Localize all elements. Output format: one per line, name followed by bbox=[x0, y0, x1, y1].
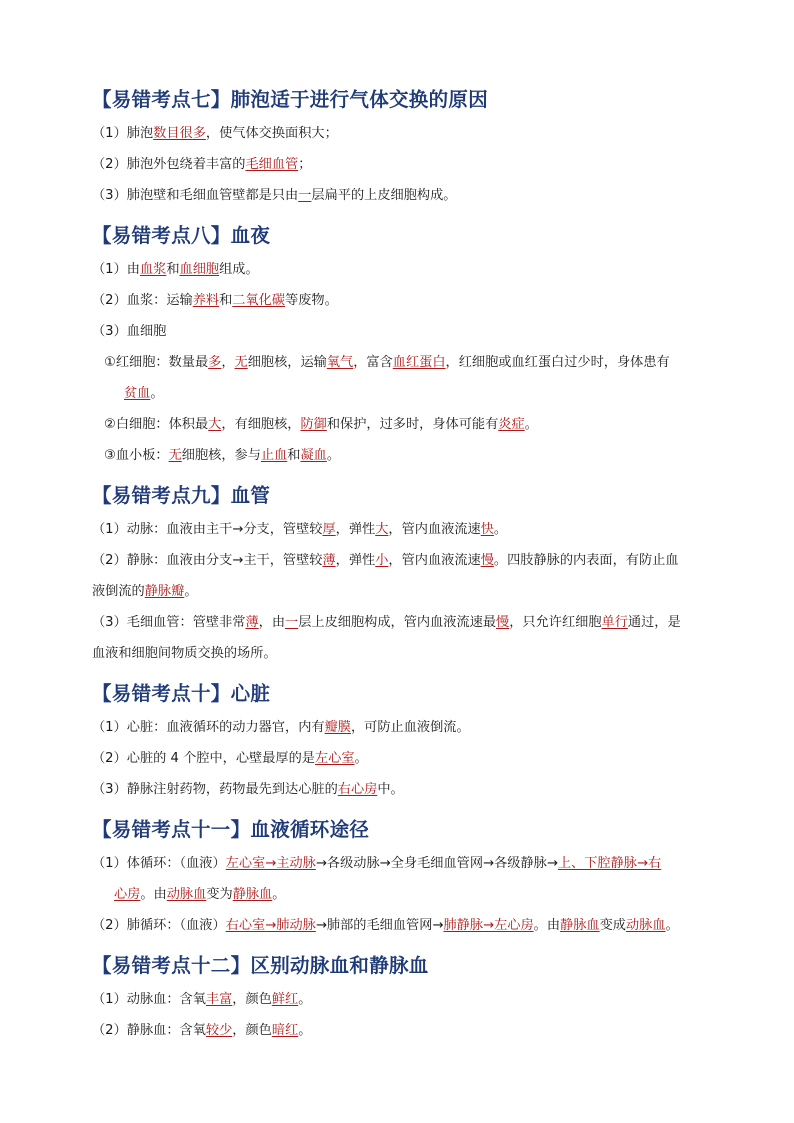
section-heading: 【易错考点十二】区别动脉血和静脉血 bbox=[92, 954, 429, 977]
text-segment: 和保护，过多时，身体可能有 bbox=[326, 417, 499, 432]
key-term: 较少 bbox=[205, 1023, 233, 1038]
text-line bbox=[92, 644, 714, 664]
text-segment: 。四肢静脉的内表面，有防止血 bbox=[493, 553, 679, 568]
key-term: 毛细血管 bbox=[245, 157, 299, 172]
text-segment: （1）体循环：（血液） bbox=[92, 856, 226, 871]
text-line bbox=[92, 780, 714, 800]
text-line bbox=[92, 520, 714, 540]
text-segment: ，只允许红细胞 bbox=[509, 615, 602, 630]
text-segment: （2）肺循环：（血液） bbox=[92, 918, 226, 933]
key-term: 养料 bbox=[192, 293, 220, 308]
section-9 bbox=[92, 480, 714, 664]
text-line bbox=[92, 291, 714, 311]
text-segment: 层上皮细胞构成，管内血液流速最 bbox=[298, 615, 497, 630]
key-term: 厚 bbox=[322, 522, 336, 537]
key-term: 静脉血 bbox=[560, 918, 600, 933]
section-8 bbox=[92, 220, 714, 466]
text-segment: 和 bbox=[166, 262, 180, 277]
text-line bbox=[92, 718, 714, 738]
key-term: 一 bbox=[298, 188, 312, 203]
key-term: 右心室→肺动脉 bbox=[225, 918, 316, 933]
text-segment: 。 bbox=[298, 1023, 312, 1038]
text-segment: （3）血细胞 bbox=[92, 324, 167, 339]
text-segment: 。 bbox=[354, 751, 368, 766]
key-term: 肺静脉→左心房 bbox=[443, 918, 534, 933]
text-segment: ，有细胞核， bbox=[221, 417, 301, 432]
text-line bbox=[92, 186, 714, 206]
text-segment: （2）静脉血：含氧 bbox=[92, 1023, 206, 1038]
text-segment: 。 bbox=[184, 584, 198, 599]
text-line bbox=[92, 854, 714, 874]
text-segment: 中。 bbox=[377, 782, 404, 797]
text-segment: 液倒流的 bbox=[92, 584, 145, 599]
text-line bbox=[92, 1021, 714, 1041]
section-12 bbox=[92, 950, 714, 1041]
text-line bbox=[92, 990, 714, 1010]
text-segment: ； bbox=[298, 157, 312, 172]
text-segment: （3）肺泡壁和毛细血管壁都是只由 bbox=[92, 188, 299, 203]
key-term: 多 bbox=[208, 355, 222, 370]
text-segment: 组成。 bbox=[219, 262, 259, 277]
text-segment: 变为 bbox=[206, 887, 233, 902]
key-term: 无 bbox=[234, 355, 248, 370]
section-heading: 【易错考点八】血夜 bbox=[92, 224, 271, 247]
text-line bbox=[92, 749, 714, 769]
text-line bbox=[92, 124, 714, 144]
text-segment: （2）心脏的 4 个腔中，心壁最厚的是 bbox=[92, 751, 315, 766]
text-line bbox=[92, 155, 714, 175]
text-segment: 。 bbox=[272, 887, 286, 902]
section-heading: 【易错考点十一】血液循环途径 bbox=[92, 818, 370, 841]
text-segment: 。 bbox=[150, 386, 164, 401]
key-term: 左心室 bbox=[314, 751, 355, 766]
text-segment: ，颜色 bbox=[232, 1023, 272, 1038]
text-segment: ②白细胞：体积最 bbox=[104, 417, 209, 432]
text-line bbox=[92, 415, 714, 435]
text-segment: 。 bbox=[524, 417, 538, 432]
text-segment: ，管内血液流速 bbox=[388, 522, 481, 537]
key-term: 一 bbox=[285, 615, 299, 630]
text-line bbox=[92, 551, 714, 571]
key-term: 血浆 bbox=[139, 262, 167, 277]
text-line bbox=[92, 446, 714, 466]
text-segment: ①红细胞：数量最 bbox=[104, 355, 209, 370]
text-segment: 细胞核，运输 bbox=[247, 355, 327, 370]
key-term: 丰富 bbox=[205, 992, 233, 1007]
text-segment: 细胞核，参与 bbox=[181, 448, 261, 463]
text-segment: 通过，是 bbox=[627, 615, 681, 630]
key-term: 氧气 bbox=[326, 355, 354, 370]
text-segment: 血液和细胞间物质交换的场所。 bbox=[92, 646, 277, 661]
text-line bbox=[92, 582, 714, 602]
key-term: 大 bbox=[208, 417, 222, 432]
key-term: 凝血 bbox=[300, 448, 327, 463]
key-term: 瓣膜 bbox=[324, 720, 351, 735]
text-segment: ， bbox=[221, 355, 235, 370]
section-7 bbox=[92, 84, 714, 206]
key-term: 静脉瓣 bbox=[144, 584, 185, 599]
text-segment: （1）心脏：血液循环的动力器官，内有 bbox=[92, 720, 325, 735]
text-segment: ，可防止血液倒流。 bbox=[350, 720, 470, 735]
text-segment: ，由 bbox=[258, 615, 286, 630]
key-term: 血红蛋白 bbox=[392, 355, 446, 370]
text-segment: （1）由 bbox=[92, 262, 140, 277]
key-term: 大 bbox=[375, 522, 389, 537]
text-segment: 和 bbox=[219, 293, 233, 308]
key-term: 防御 bbox=[300, 417, 327, 432]
text-segment: ③血小板： bbox=[104, 448, 169, 463]
section-heading: 【易错考点七】肺泡适于进行气体交换的原因 bbox=[92, 88, 489, 111]
text-segment: →肺部的毛细血管网→ bbox=[315, 918, 444, 933]
text-segment: 。 bbox=[665, 918, 679, 933]
section-10 bbox=[92, 678, 714, 800]
text-line bbox=[92, 322, 714, 342]
text-segment: ，弹性 bbox=[335, 553, 376, 568]
section-heading: 【易错考点九】血管 bbox=[92, 484, 271, 507]
text-segment: （3）静脉注射药物，药物最先到达心脏的 bbox=[92, 782, 338, 797]
key-term: 动脉血 bbox=[625, 918, 666, 933]
key-term: 小 bbox=[375, 553, 389, 568]
key-term: 暗红 bbox=[271, 1023, 299, 1038]
text-segment: （2）静脉：血液由分支→主干，管壁较 bbox=[92, 553, 323, 568]
text-segment: 。 bbox=[493, 522, 508, 537]
text-line bbox=[92, 353, 714, 373]
text-segment: （2）肺泡外包绕着丰富的 bbox=[92, 157, 246, 172]
text-segment: 。 bbox=[298, 992, 312, 1007]
text-segment: 等废物。 bbox=[285, 293, 338, 308]
key-term: 慢 bbox=[480, 553, 494, 568]
key-term: 快 bbox=[480, 522, 494, 537]
text-segment: 层扁平的上皮细胞构成。 bbox=[311, 188, 457, 203]
key-term: 动脉血 bbox=[166, 887, 207, 902]
text-segment: →各级动脉→全身毛细血管网→各级静脉→ bbox=[315, 856, 558, 871]
text-segment: 变成 bbox=[599, 918, 626, 933]
text-line bbox=[92, 885, 714, 905]
text-segment: ，颜色 bbox=[232, 992, 272, 1007]
key-term: 数目很多 bbox=[153, 126, 206, 141]
text-segment: ，富含 bbox=[353, 355, 393, 370]
key-term: 慢 bbox=[496, 615, 510, 630]
key-term: 炎症 bbox=[498, 417, 525, 432]
section-11 bbox=[92, 814, 714, 936]
text-segment: （3）毛细血管：管壁非常 bbox=[92, 615, 246, 630]
text-segment: ，管内血液流速 bbox=[388, 553, 481, 568]
text-segment: 。由 bbox=[533, 918, 561, 933]
text-segment: ，弹性 bbox=[335, 522, 376, 537]
text-line bbox=[92, 260, 714, 280]
text-segment: （1）肺泡 bbox=[92, 126, 154, 141]
key-term: 上、下腔静脉→右 bbox=[557, 856, 662, 871]
key-term: 无 bbox=[168, 448, 182, 463]
key-term: 贫血 bbox=[124, 386, 151, 401]
key-term: 心房 bbox=[114, 887, 141, 902]
text-line bbox=[92, 916, 714, 936]
text-line bbox=[92, 384, 714, 404]
key-term: 二氧化碳 bbox=[232, 293, 286, 308]
text-segment: （1）动脉血：含氧 bbox=[92, 992, 206, 1007]
text-segment: ，红细胞或血红蛋白过少时，身体患有 bbox=[445, 355, 670, 370]
text-segment: （2）血浆：运输 bbox=[92, 293, 193, 308]
key-term: 左心室→主动脉 bbox=[225, 856, 316, 871]
key-term: 鲜红 bbox=[271, 992, 299, 1007]
text-line bbox=[92, 613, 714, 633]
text-segment: 。由 bbox=[140, 887, 167, 902]
text-segment: 和 bbox=[287, 448, 301, 463]
key-term: 单行 bbox=[601, 615, 628, 630]
text-segment: （1）动脉：血液由主干→分支，管壁较 bbox=[92, 522, 323, 537]
key-term: 血细胞 bbox=[179, 262, 220, 277]
key-term: 静脉血 bbox=[232, 887, 273, 902]
key-term: 薄 bbox=[322, 553, 336, 568]
key-term: 止血 bbox=[260, 448, 288, 463]
key-term: 薄 bbox=[245, 615, 259, 630]
key-term: 右心房 bbox=[337, 782, 378, 797]
text-segment: 。 bbox=[326, 448, 341, 463]
text-segment: ，使气体交换面积大； bbox=[205, 126, 338, 141]
section-heading: 【易错考点十】心脏 bbox=[92, 682, 271, 705]
